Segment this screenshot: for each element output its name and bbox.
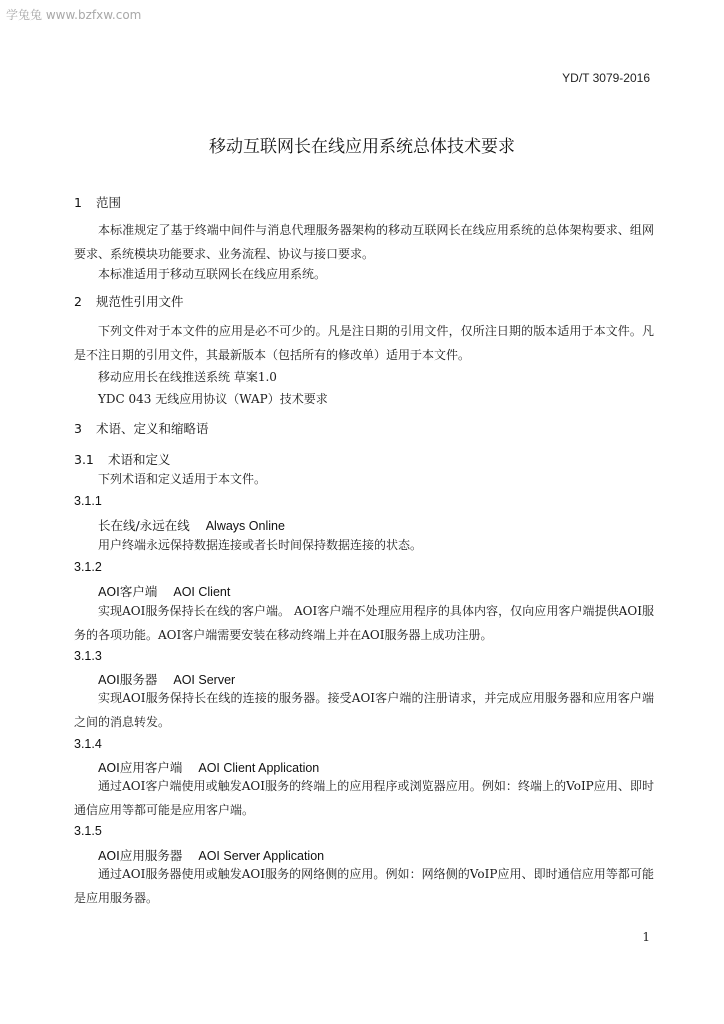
term-english: AOI Client xyxy=(173,585,231,599)
term-definition: 用户终端永远保持数据连接或者长时间保持数据连接的状态。 xyxy=(98,538,423,552)
term-english: Always Online xyxy=(205,519,285,533)
term-number: 3.1.1 xyxy=(74,494,102,508)
term-english: AOI Server xyxy=(173,673,236,687)
term-definition: 实现AOI服务保持长在线的连接的服务器。接受AOI客户端的注册请求，并完成应用服务器和应用客户端之间的消息转发。 xyxy=(74,691,654,729)
section-3-1-heading xyxy=(74,450,171,468)
term-english: AOI Client Application xyxy=(198,761,320,775)
section-number: 3 xyxy=(74,421,82,436)
section-title: 术语、定义和缩略语 xyxy=(96,421,209,436)
paragraph: 下列文件对于本文件的应用是必不可少的。凡是注日期的引用文件，仅所注日期的版本适用于本文件。凡是不注日期的引用文件，其最新版本（包括所有的修改单）适用于本文件。 xyxy=(74,324,654,362)
section-2-heading xyxy=(74,292,184,310)
term-number: 3.1.2 xyxy=(74,560,102,574)
term-definition: 通过AOI服务器使用或触发AOI服务的网络侧的应用。例如：网络侧的VoIP应用、即时通信应用等都可能是应用服务器。 xyxy=(74,867,654,905)
term-english: AOI Server Application xyxy=(198,849,325,863)
watermark: 学兔兔 www.bzfxw.com xyxy=(6,8,142,22)
document-number: YD/T 3079-2016 xyxy=(562,71,650,85)
term-definition: 通过AOI客户端使用或触发AOI服务的终端上的应用程序或浏览器应用。例如：终端上的VoIP应用、即时通信应用等都可能是应用客户端。 xyxy=(74,779,654,817)
paragraph: 本标准适用于移动互联网长在线应用系统。 xyxy=(98,267,327,281)
reference-item: 移动应用长在线推送系统 草案1.0 xyxy=(98,370,277,384)
page-number: 1 xyxy=(642,930,650,944)
term-heading xyxy=(98,516,285,534)
paragraph: 下列术语和定义适用于本文件。 xyxy=(98,472,267,486)
reference-item: YDC 043 无线应用协议（WAP）技术要求 xyxy=(98,392,328,406)
term-definition: 实现AOI服务保持长在线的客户端。 AOI客户端不处理应用程序的具体内容，仅向应用客户端提供AOI服务的各项功能。AOI客户端需要安装在移动终端上并在AOI服务器上成功注册。 xyxy=(74,604,654,642)
term-chinese: AOI应用客户端 xyxy=(98,760,183,775)
term-chinese: AOI服务器 xyxy=(98,672,158,687)
term-number: 3.1.3 xyxy=(74,649,102,663)
term-chinese: AOI应用服务器 xyxy=(98,848,183,863)
term-number: 3.1.5 xyxy=(74,824,102,838)
term-heading xyxy=(98,582,230,600)
section-title: 术语和定义 xyxy=(108,452,171,467)
section-3-heading xyxy=(74,419,209,437)
section-number: 1 xyxy=(74,195,82,210)
paragraph: 本标准规定了基于终端中间件与消息代理服务器架构的移动互联网长在线应用系统的总体架构要求、组网要求、系统模块功能要求、业务流程、协议与接口要求。 xyxy=(74,223,654,261)
term-chinese: AOI客户端 xyxy=(98,584,158,599)
section-1-heading xyxy=(74,193,121,211)
section-number: 2 xyxy=(74,294,82,309)
term-number: 3.1.4 xyxy=(74,737,102,751)
section-number: 3.1 xyxy=(74,452,94,467)
section-title: 规范性引用文件 xyxy=(96,294,184,309)
document-title: 移动互联网长在线应用系统总体技术要求 xyxy=(209,137,515,157)
section-title: 范围 xyxy=(96,195,122,210)
term-chinese: 长在线/永远在线 xyxy=(98,518,190,533)
